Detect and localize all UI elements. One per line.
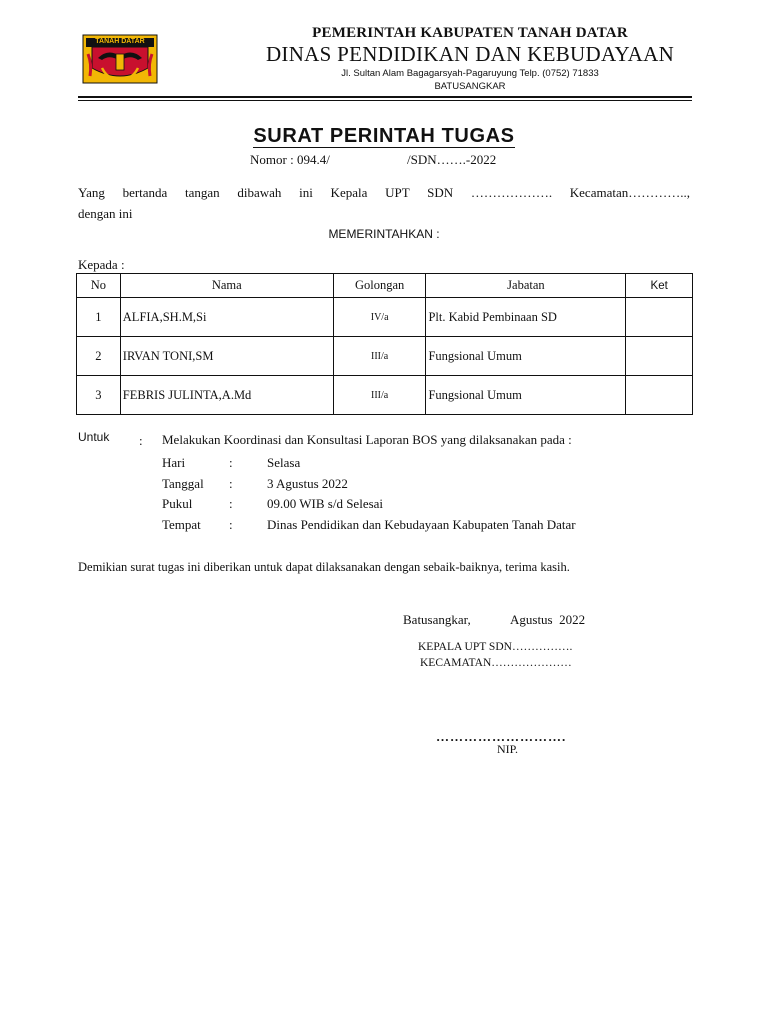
detail-value: 09.00 WIB s/d Selesai	[267, 496, 384, 511]
untuk-text: Melakukan Koordinasi dan Konsultasi Laporan BOS yang dilaksanakan pada :	[162, 432, 572, 447]
document-number-right: /SDN…….-2022	[407, 152, 497, 167]
letterhead-rule-thin	[78, 100, 692, 101]
header-ket: Ket	[626, 274, 693, 298]
table-row	[77, 376, 693, 415]
row-nama: ALFIA,SH.M,Si	[120, 298, 333, 337]
letterhead-rule-thick	[78, 96, 692, 98]
letterhead-agency: DINAS PENDIDIKAN DAN KEBUDAYAAN	[265, 42, 675, 66]
table-row	[77, 337, 693, 376]
letterhead-city: BATUSANGKAR	[434, 81, 506, 92]
document-number-left: Nomor : 094.4/	[250, 152, 330, 167]
header-nama: Nama	[120, 274, 333, 298]
detail-value: Selasa	[267, 455, 301, 470]
row-ket	[626, 298, 693, 337]
detail-key: Tempat	[162, 517, 201, 532]
detail-colon: :	[229, 517, 233, 532]
detail-colon: :	[229, 476, 233, 491]
detail-key: Tanggal	[162, 476, 204, 491]
signature-month-year: Agustus 2022	[510, 612, 586, 627]
row-no: 1	[77, 298, 121, 337]
table-row	[77, 298, 693, 337]
closing-paragraph: Demikian surat tugas ini diberikan untuk dapat dilaksanakan dengan sebaik-baiknya, terima kasih.	[78, 560, 570, 574]
logo-text: TANAH DATAR	[95, 38, 145, 45]
document-title-text: SURAT PERINTAH TUGAS	[253, 125, 515, 147]
row-golongan: IV/a	[333, 298, 426, 337]
memerintahkan-heading: MEMERINTAHKAN :	[328, 227, 440, 241]
tanah-datar-logo	[82, 34, 158, 84]
untuk-label: Untuk	[78, 430, 110, 444]
detail-colon: :	[229, 496, 233, 511]
row-jabatan: Fungsional Umum	[426, 337, 626, 376]
header-no: No	[77, 274, 121, 298]
signature-name-placeholder: ……………………….	[436, 729, 567, 744]
intro-line-1: Yang bertanda tangan dibawah ini Kepala UPT SDN ………………. Kecamatan…………..,	[78, 185, 690, 200]
row-golongan: III/a	[333, 376, 426, 415]
row-golongan: III/a	[333, 337, 426, 376]
detail-row-hari	[162, 455, 702, 473]
intro-line-2: dengan ini	[78, 206, 133, 221]
detail-value: Dinas Pendidikan dan Kebudayaan Kabupaten Tanah Datar	[267, 517, 576, 532]
row-nama: FEBRIS JULINTA,A.Md	[120, 376, 333, 415]
detail-colon: :	[229, 455, 233, 470]
detail-key: Hari	[162, 455, 186, 470]
signature-position-1: KEPALA UPT SDN…………….	[418, 641, 573, 653]
personnel-table	[76, 273, 693, 415]
signature-nip: NIP.	[497, 742, 519, 756]
document-title	[0, 125, 768, 148]
signature-place-date	[403, 612, 586, 628]
document-number	[250, 152, 497, 168]
letterhead-government: PEMERINTAH KABUPATEN TANAH DATAR	[312, 25, 628, 41]
header-jabatan: Jabatan	[426, 274, 626, 298]
letterhead-address: Jl. Sultan Alam Bagagarsyah-Pagaruyung Telp. (0752) 71833	[341, 68, 599, 79]
table-header-row	[77, 274, 693, 298]
detail-value: 3 Agustus 2022	[267, 476, 348, 491]
detail-row-tanggal	[162, 476, 702, 494]
detail-row-tempat	[162, 517, 702, 535]
row-no: 3	[77, 376, 121, 415]
untuk-colon: :	[139, 433, 143, 448]
row-jabatan: Fungsional Umum	[426, 376, 626, 415]
row-nama: IRVAN TONI,SM	[120, 337, 333, 376]
detail-row-pukul	[162, 496, 702, 514]
detail-key: Pukul	[162, 496, 193, 511]
row-ket	[626, 376, 693, 415]
row-jabatan: Plt. Kabid Pembinaan SD	[426, 298, 626, 337]
signature-place: Batusangkar,	[403, 612, 471, 627]
signature-position-2: KECAMATAN…………………	[420, 657, 572, 669]
kepada-label: Kepada :	[78, 257, 125, 272]
row-no: 2	[77, 337, 121, 376]
row-ket	[626, 337, 693, 376]
header-golongan: Golongan	[333, 274, 426, 298]
